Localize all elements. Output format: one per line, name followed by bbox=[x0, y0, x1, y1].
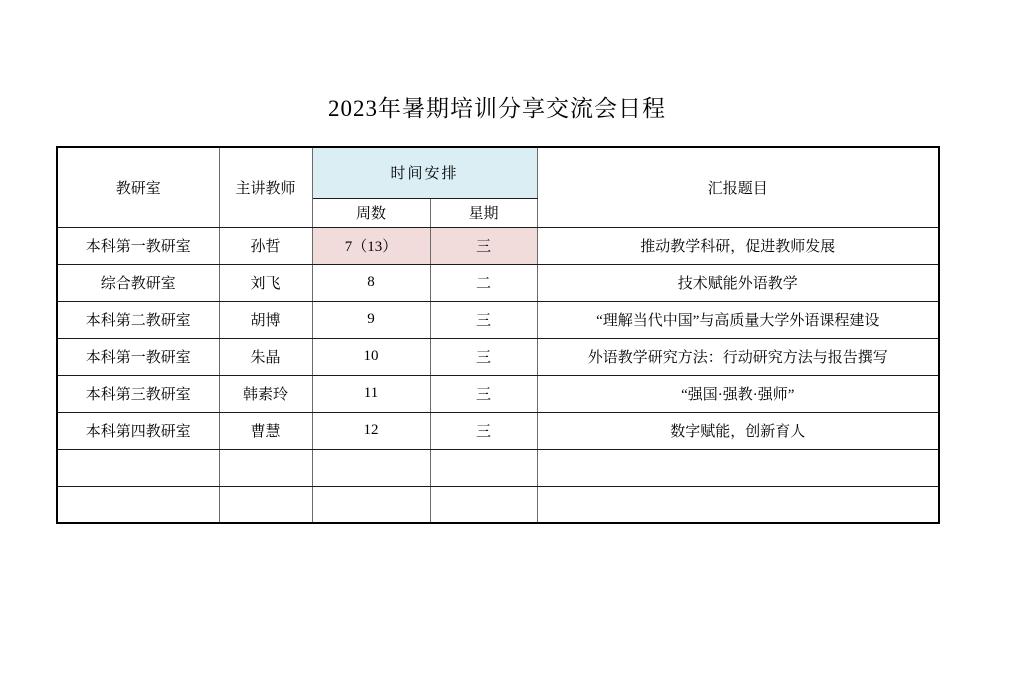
header-time: 时间安排 bbox=[312, 147, 537, 198]
page-title: 2023年暑期培训分享交流会日程 bbox=[328, 96, 666, 121]
week-cell: 9 bbox=[312, 301, 430, 338]
topic-cell: 外语教学研究方法：行动研究方法与报告撰写 bbox=[537, 338, 939, 375]
office-cell: 本科第一教研室 bbox=[57, 227, 219, 264]
weekday-cell: 三 bbox=[430, 338, 537, 375]
weekday-cell: 三 bbox=[430, 301, 537, 338]
topic-cell: “理解当代中国”与高质量大学外语课程建设 bbox=[537, 301, 939, 338]
week-cell: 10 bbox=[312, 338, 430, 375]
lecturer-cell: 刘飞 bbox=[219, 264, 312, 301]
week-cell: 12 bbox=[312, 412, 430, 449]
lecturer-cell bbox=[219, 449, 312, 486]
header-office: 教研室 bbox=[57, 147, 219, 227]
office-cell bbox=[57, 449, 219, 486]
weekday-cell: 三 bbox=[430, 227, 537, 264]
table-row bbox=[57, 375, 939, 412]
week-cell: 7（13） bbox=[312, 227, 430, 264]
table-row bbox=[57, 338, 939, 375]
table-row bbox=[57, 412, 939, 449]
header-lecturer: 主讲教师 bbox=[219, 147, 312, 227]
week-cell: 11 bbox=[312, 375, 430, 412]
table-row-empty bbox=[57, 449, 939, 486]
lecturer-cell: 朱晶 bbox=[219, 338, 312, 375]
table-row-empty bbox=[57, 486, 939, 523]
weekday-cell: 三 bbox=[430, 375, 537, 412]
office-cell: 本科第一教研室 bbox=[57, 338, 219, 375]
weekday-cell bbox=[430, 449, 537, 486]
office-cell: 本科第三教研室 bbox=[57, 375, 219, 412]
header-topic: 汇报题目 bbox=[537, 147, 939, 227]
lecturer-cell: 曹慧 bbox=[219, 412, 312, 449]
office-cell bbox=[57, 486, 219, 523]
topic-cell: 数字赋能，创新育人 bbox=[537, 412, 939, 449]
lecturer-cell: 孙哲 bbox=[219, 227, 312, 264]
topic-cell: 技术赋能外语教学 bbox=[537, 264, 939, 301]
table-header-row-1 bbox=[57, 147, 939, 198]
topic-cell bbox=[537, 449, 939, 486]
weekday-cell: 三 bbox=[430, 412, 537, 449]
lecturer-cell: 韩素玲 bbox=[219, 375, 312, 412]
office-cell: 本科第二教研室 bbox=[57, 301, 219, 338]
table-row bbox=[57, 301, 939, 338]
lecturer-cell bbox=[219, 486, 312, 523]
topic-cell: “强国·强教·强师” bbox=[537, 375, 939, 412]
weekday-cell: 二 bbox=[430, 264, 537, 301]
header-weekday: 星期 bbox=[430, 198, 537, 227]
office-cell: 本科第四教研室 bbox=[57, 412, 219, 449]
topic-cell: 推动教学科研，促进教师发展 bbox=[537, 227, 939, 264]
week-cell bbox=[312, 486, 430, 523]
table-row bbox=[57, 264, 939, 301]
week-cell bbox=[312, 449, 430, 486]
weekday-cell bbox=[430, 486, 537, 523]
topic-cell bbox=[537, 486, 939, 523]
table-row bbox=[57, 227, 939, 264]
schedule-table bbox=[56, 146, 940, 524]
lecturer-cell: 胡博 bbox=[219, 301, 312, 338]
office-cell: 综合教研室 bbox=[57, 264, 219, 301]
header-week: 周数 bbox=[312, 198, 430, 227]
week-cell: 8 bbox=[312, 264, 430, 301]
